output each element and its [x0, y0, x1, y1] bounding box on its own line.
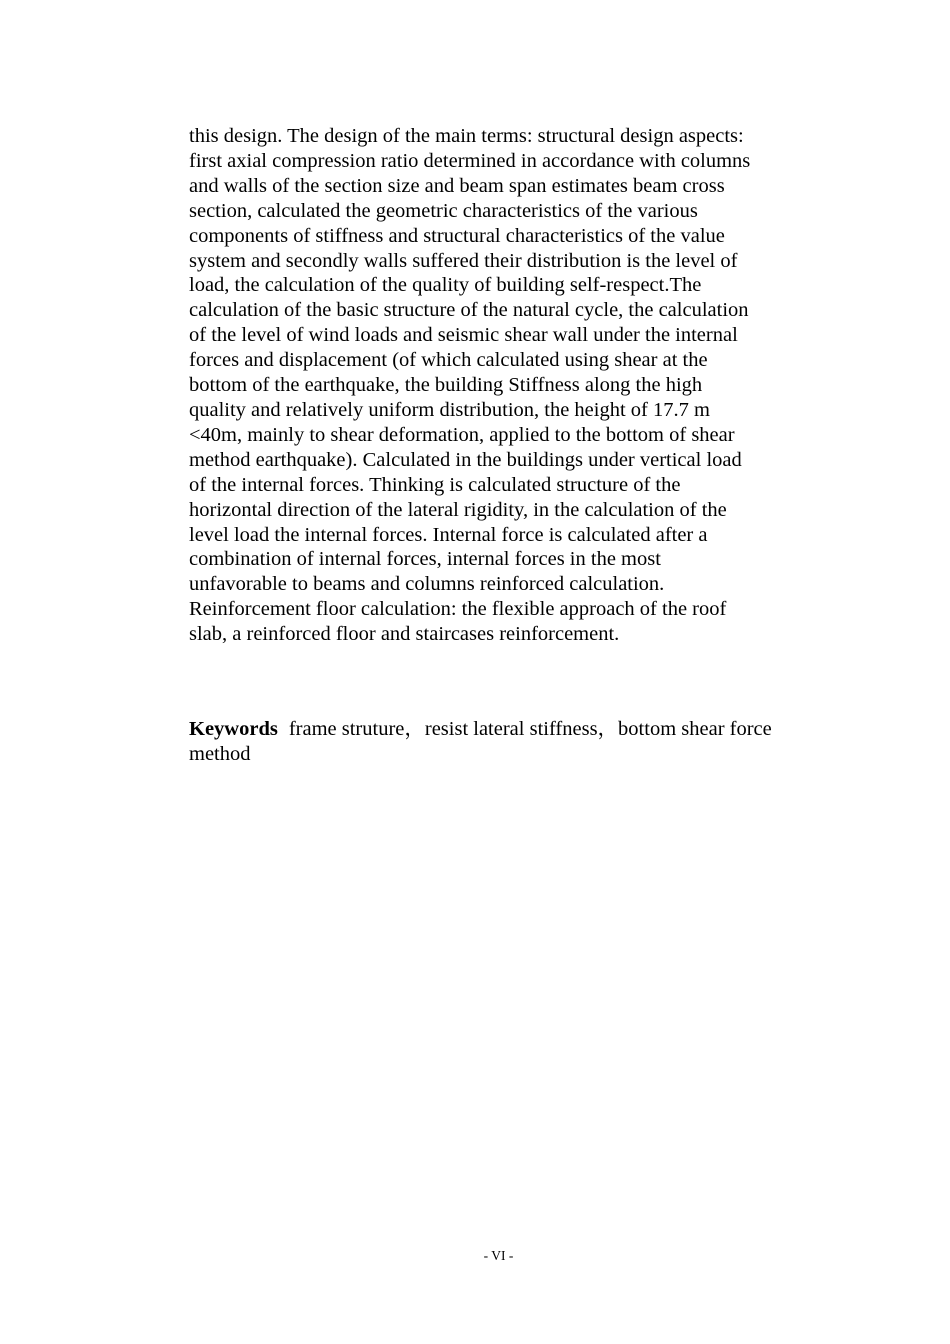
abstract-line: this design. The design of the main terms: structural design aspects:	[189, 125, 744, 147]
abstract-line: level load the internal forces. Internal force is calculated after a	[189, 523, 708, 546]
abstract-line: components of stiffness and structural characteristics of the value	[189, 224, 725, 247]
abstract-line: method earthquake). Calculated in the buildings under vertical load	[189, 448, 742, 471]
keywords-line	[189, 717, 819, 742]
abstract-line: forces and displacement (of which calculated using shear at the	[189, 349, 708, 372]
abstract-line: first axial compression ratio determined in accordance with columns	[189, 149, 751, 172]
abstract-line: quality and relatively uniform distribution, the height of 17.7 m	[189, 398, 710, 421]
abstract-line: calculation of the basic structure of the natural cycle, the calculation	[189, 299, 749, 322]
abstract-line: of the level of wind loads and seismic shear wall under the internal	[189, 324, 738, 347]
abstract-line: load, the calculation of the quality of building self-respect.The	[189, 274, 702, 297]
abstract-line: horizontal direction of the lateral rigidity, in the calculation of the	[189, 498, 727, 521]
keywords-continuation: method	[189, 742, 251, 765]
abstract-line: and walls of the section size and beam span estimates beam cross	[189, 174, 725, 197]
keywords-text: frame struture，resist lateral stiffness，bottom shear force	[288, 718, 772, 740]
abstract-body	[189, 124, 811, 647]
keywords-label: Keywords	[189, 718, 278, 740]
abstract-line: bottom of the earthquake, the building Stiffness along the high	[189, 374, 703, 397]
abstract-line: Reinforcement floor calculation: the flexible approach of the roof	[189, 598, 727, 621]
abstract-line: section, calculated the geometric characteristics of the various	[189, 199, 698, 222]
abstract-line: system and secondly walls suffered their distribution is the level of	[189, 249, 738, 272]
abstract-line: of the internal forces. Thinking is calculated structure of the	[189, 473, 681, 496]
abstract-line: unfavorable to beams and columns reinforced calculation.	[189, 573, 665, 596]
abstract-line: <40m, mainly to shear deformation, applied to the bottom of shear	[189, 423, 735, 446]
abstract-line: combination of internal forces, internal forces in the most	[189, 548, 661, 571]
page-number: - VI -	[483, 1248, 514, 1263]
abstract-line: slab, a reinforced floor and staircases reinforcement.	[189, 623, 620, 646]
keywords-section	[189, 717, 819, 767]
